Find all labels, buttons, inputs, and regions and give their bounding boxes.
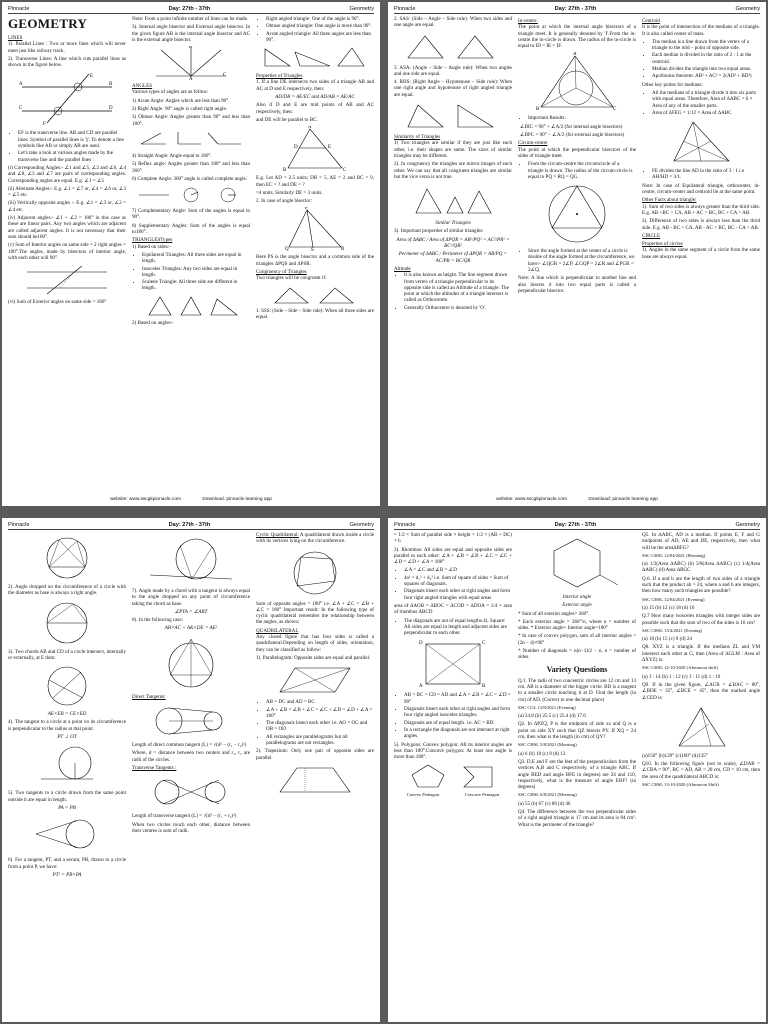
bullet-altitude: • It is also known as height. The line segment drawn from vertex of a triangle perpendicular to its opposite side is called an Altitude of a triangle. The point at which the altitudes of a triangle intersect is called as Orthocentre. xyxy=(404,272,512,303)
text-prop1c: and DE will be parallel to BC. xyxy=(256,116,318,123)
heading-incentre: In-centre: xyxy=(518,18,538,24)
label-exterior-angle: Exterior angle xyxy=(562,602,592,609)
question-8-source: SSC CHSL 12-10-2020 (Afternoon shift) xyxy=(642,665,718,671)
text-circle-8: 8). In the following case: xyxy=(132,617,184,624)
svg-text:D: D xyxy=(109,106,113,112)
svg-text:B: B xyxy=(109,82,113,88)
chord-tangent-figure xyxy=(146,535,236,585)
parallelogram-figure xyxy=(275,664,355,696)
interior-angles-figure xyxy=(22,264,112,296)
question-6-source: SSC CHSL 12/04/2021 (Evening) xyxy=(642,596,705,602)
svg-text:A: A xyxy=(308,126,312,131)
text-sas: 2. SAS: (Side – Angle – Side rule): When two sides and one angle are equal. xyxy=(394,16,512,29)
case-8-figure xyxy=(156,635,226,691)
svg-text:R: R xyxy=(341,247,345,252)
question-9-options: (a)150° (b)120° (c)160° (d)135° xyxy=(642,752,708,759)
bullet-para-1: • AB = DC and AD = BC xyxy=(266,699,374,705)
text-other-points: Other key points for medians: xyxy=(642,81,703,88)
centroid-figure xyxy=(669,119,733,165)
chords-figure xyxy=(37,664,97,708)
cyclic-figure xyxy=(285,548,345,598)
heading-triangles: TRIANGLESTypes xyxy=(132,237,173,244)
question-3-options: (a) 55 (b) 67 (c) 86 (d) 46 xyxy=(518,800,571,807)
bullet-square: • The diagonals are not of equal lengths.4). Square: All sides are equal in length and adjacent sides are perpendicular to each other. xyxy=(404,618,512,637)
header-subject: Geometry xyxy=(735,522,760,528)
formula-chord-tangent: ∠PTA = ∠ABT xyxy=(174,608,208,615)
question-7-options: (a) 18 (b) 15 (c) 9 (d) 24 xyxy=(642,636,692,643)
question-9-figure xyxy=(671,704,731,750)
heading-transverse-tangents: Transverse Tangents : xyxy=(132,764,177,771)
heading-circumcentre: Circum-centre xyxy=(518,140,548,147)
text-transverse-length: Length of transverse tangent (L) = √(d² − (r₁ + r₂)²) xyxy=(132,813,237,820)
svg-text:F: F xyxy=(43,122,46,128)
hexagon-figure xyxy=(532,535,622,591)
bullet-right-tri: • Right angled triangle: One of the angle is 90°. xyxy=(266,16,374,22)
question-6: Q.6. If a and b are the length of two sides of a triangle such that the product ab = 24, where a and b are integers, then how many such triangles are possible? xyxy=(642,575,760,595)
svg-text:B: B xyxy=(482,684,486,690)
formula-chords: AE×EB = CE×ED xyxy=(47,711,87,718)
circumcentre-figure xyxy=(542,183,612,245)
label-similar: Similar Triangles xyxy=(435,220,471,227)
column-3 xyxy=(642,532,760,1012)
text-parallelogram: 1). Parallelogram: Opposite sides are equal and parallel. xyxy=(256,654,371,661)
text-touch: When two circles touch each other, distance between their centres is sum of radii. xyxy=(132,821,250,834)
page-header xyxy=(8,6,374,14)
triangle-de-figure xyxy=(280,126,350,172)
bullet-rhombus-1: • ∠A = ∠C and ∠B = ∠D xyxy=(404,567,512,573)
heading-altitude: Altitude xyxy=(394,265,411,272)
column-1 xyxy=(394,16,512,496)
heading-lines: LINES xyxy=(8,35,23,41)
text-diagonals: * Number of diagonals = n(n−1)/2 − n, n = number of sides. xyxy=(518,648,636,661)
question-2-source: SSC CHSL 5/8/2021 (Morning) xyxy=(518,742,577,748)
column-2 xyxy=(132,532,250,1012)
heading-centroid: Centroid xyxy=(642,18,660,24)
text-rhombus-area: area of ΔAOB = ΔBOC = ΔCOD = ΔDOA = 1/4 × area of rhombus ABCD xyxy=(394,602,512,616)
text-parallel: 1). Parallel Lines : Two or more lines which will never meet just like railway track. xyxy=(8,41,126,54)
header-subject: Geometry xyxy=(349,6,374,12)
bullet-acute-tri: • Acute angled triangle: All three angles are less than 90°. xyxy=(266,31,374,44)
question-5: Q5. In ΔABC, AD is a median. If points E, F and G midpoints of AD, AE and DE, respectively, then what will be the areaΔBFG? xyxy=(642,532,760,551)
svg-text:B: B xyxy=(189,46,193,51)
heading-angles: ANGLES xyxy=(132,83,153,90)
transversal-figure xyxy=(17,71,117,127)
tangent-figure xyxy=(37,743,97,787)
text-incentre: The point at which the internal angle bisectors of a triangle meet. It is generally denoted by 'I'.From the in-centre the in-circle is drawn. The radius of the in-circle is equal to ID = IE = IF. xyxy=(518,24,636,50)
text-transversal: 2). Transverse Lines: A line which cuts parallel lines as shown in the figure below. xyxy=(8,55,126,69)
page-header xyxy=(394,6,760,14)
column-3 xyxy=(256,16,374,496)
angle-types-figure xyxy=(136,130,246,150)
question-5-source: SSC CHSL 12/04/2021 (Morning) xyxy=(642,552,706,558)
text-circle-6: 6). For a tangent, PT, and a secant, PB, drawn to a circle from a point P, we have: xyxy=(8,857,126,870)
column-2 xyxy=(518,532,636,1012)
svg-text:A: A xyxy=(19,82,23,88)
direct-tangent-figure xyxy=(141,703,241,739)
heading-direct-tangents: Direct Tangents: xyxy=(132,693,166,700)
question-7-source: SSC CHSL 13/4/2021 (Evening) xyxy=(642,627,703,633)
column-1 xyxy=(8,532,126,1012)
bullet-median-1: • The median is a line drawn from the vertex of a triangle to the mid – point of opposite side. xyxy=(652,39,760,52)
label-concave: Concave Pentagon xyxy=(464,792,500,798)
text-circle-3: 3). Two chords AB and CD of a circle intersect, internally or externally, at E then: xyxy=(8,648,126,661)
text-circum-note: Note: A line which is perpendicular to another line and also bisects it into two equal parts is called a perpendicular bisector. xyxy=(518,275,636,294)
page-bottom-left xyxy=(2,518,380,1022)
page-header xyxy=(394,522,760,530)
formula-secant: PT² = PB×PA xyxy=(52,871,82,878)
question-1: Q.1. The radii of two concentric circles are 12 cm and 13 cm. AB is a diameter of the bigger circle. BD is a tangent to a smaller circle touching it at D. Find the length (in cm) of AD. (Correct to one decimal place) xyxy=(518,677,636,703)
footer-website: website: www.sscgkpinnacle.com xyxy=(110,496,181,502)
text-angle-types: Various types of angles are as follow: xyxy=(132,89,209,96)
asa-rhs-figure xyxy=(403,101,503,131)
header-day: Day: 27th - 37th xyxy=(168,6,211,12)
text-circle-7: 7). Angle made by a chord with a tangent is always equal to the angle dropped on any point of circumference taking the chord as base. xyxy=(132,588,250,607)
text-cyclic-2: Sum of opposite angles = 180° i.e. ∠A + ∠C = ∠B + ∠C = 180° Important result: In the following type of cyclic quadrilateral remember the relationship between the angles, as shown: xyxy=(256,600,374,626)
header-brand: Pinnacle xyxy=(394,522,416,528)
header-brand: Pinnacle xyxy=(8,522,30,528)
column-3 xyxy=(642,16,760,496)
bullet-square-1: • AB = BC = CD = AD and ∠A = ∠B = ∠C = ∠D = 90° xyxy=(404,692,512,705)
text-sss: 1. SSS: (Side – Side – Side rule): When all three sides are equal. xyxy=(256,307,374,320)
heading-circle: CIRCLE xyxy=(642,232,661,239)
page-footer xyxy=(2,497,380,503)
text-complete: 6) Complete Angle: 360° angle is called complete angle. xyxy=(132,175,248,182)
heading-circle-properties: Properties of circles xyxy=(642,241,683,248)
header-day: Day: 27th - 37th xyxy=(554,6,597,12)
svg-text:A: A xyxy=(573,52,577,58)
same-segment-figure xyxy=(37,535,97,581)
pentagon-labels xyxy=(394,792,512,798)
question-6-options: (a) 15 (b) 12 (c) 18 (d) 16 xyxy=(642,604,695,611)
heading-quadrilateral: QUADRILATERAL xyxy=(256,627,299,634)
bullet-apollonius: • Apollonius theorem: AB² + AC² = 2(AD² + BD²) xyxy=(652,73,760,79)
bullet-median-2: • Each median is divided in the ratio of 2 : 1 at the centroid. xyxy=(652,52,760,65)
triangle-angles-figure xyxy=(260,46,370,70)
footer-download: Download: pinnacle learning app xyxy=(588,496,658,502)
bullet-para-4: • All rectangles are parallelograms but all parallelograms are not rectangles. xyxy=(266,734,374,747)
bullet-equilateral: • Equilateral Triangles: All three sides are equal in length. xyxy=(142,252,250,265)
angle-bisector-figure xyxy=(283,207,347,251)
page-bottom-right xyxy=(388,518,766,1022)
svg-text:C: C xyxy=(19,106,23,112)
svg-text:S: S xyxy=(311,248,314,252)
text-interior: (v) Sum of Interior angles on same side = 2 right angles = 180°.The angles, made by bisectors of interior angle, with each other will 90°. xyxy=(8,242,126,261)
bullet-key-point-3: • FE divides the line AD in the ratio of 3 : 1 i.e AH/HD = 3/1. xyxy=(652,168,760,181)
svg-text:Q: Q xyxy=(285,247,289,252)
bullet-square-4: • In a rectangle the diagonals are not intersect at right angles. xyxy=(404,727,512,740)
bullet-ef: • EF is the transverse line. AB and CD are parallel lines. Symbol of parallel lines is '||'. To denote a line symbols like AB or simply AB are used. xyxy=(18,130,126,149)
bullet-para-3: • The diagonals bisect each other i.e. AO = OC and OB = OD xyxy=(266,720,374,733)
similar-triangles-figure xyxy=(413,183,493,217)
question-8-options: (a) 1 : 14 (b) 1 : 12 (c) 1 : 11 (d) 1 : 10 xyxy=(642,673,721,680)
text-sim3: 3). Important properties of similar triangles: xyxy=(394,228,484,235)
text-prop2b: Here PS is the angle bisector and a common side of the triangles ΔPQS and ΔPSR. xyxy=(256,254,374,267)
bullet-key-point-1: • All the medians of a triangle divide it into six parts with equal areas. Therefore, Area of ΔABC = 6 × Area of any of the smaller parts. xyxy=(652,90,760,109)
question-1-source: SSC CGL 13/8/2021 (Evening) xyxy=(518,704,576,710)
bullet-key-point-2: • Area of ΔFEG = 1/12 × Area of ΔABC xyxy=(652,110,760,116)
question-3-source: SSC CHSL 6/8/2021 (Morning) xyxy=(518,792,577,798)
page-header xyxy=(8,522,374,530)
text-example: E.g. Let AD = 2.5 units; DB = 5, AE = 2 and BC = 9, then EC = ? and DE = ? xyxy=(256,175,374,188)
heading-variety-questions: Variety Questions xyxy=(546,664,608,674)
column-2 xyxy=(132,16,250,496)
question-8: Q8. XYZ is a triangle. If the medians ZL and YM intersect each other at G, then (Area of ΔGLM : Area of ΔXYZ) is: xyxy=(642,644,760,664)
header-day: Day: 27th - 37th xyxy=(554,522,597,528)
formula-ad-db: AD/DB = AE/EC and AD/AB = AE/AC xyxy=(275,94,355,101)
two-tangents-figure xyxy=(32,814,102,854)
question-2: Q2. In ΔPZQ, P is the midpoint of side xz and Q is a point on side XY such that QZ bisects PY. If XQ = 24 cm, then what is the length (in cm) of QY? xyxy=(518,721,636,741)
text-vertical: (iii) Vertically opposite angles :- E.g. ∠1 = ∠3 or, ∠2 = ∠4 etc. xyxy=(8,200,126,213)
text-fact-1: 1). Sum of two sides is always greater than the third side. E.g. AB +BC > CA, AB + AC > BC, BC + CA > AB. xyxy=(642,203,760,216)
bullet-important-results: • Important Results: xyxy=(528,115,636,121)
footer-website: website: www.sscgkpinnacle.com xyxy=(496,496,567,502)
triangle-sides-figure xyxy=(141,295,241,317)
heading-other-facts: Other Facts about triangle: xyxy=(642,197,697,204)
text-asa: 3. ASA: (Angle – Side – Angle rule): When two angles and one side are equal. xyxy=(394,64,512,77)
text-note-equilateral: Note: In case of Equilateral triangle, orthocenter, in-centre, circum-center and centroid lie at the same point. xyxy=(642,182,760,196)
header-brand: Pinnacle xyxy=(8,6,30,12)
text-alternate: (ii) Alternate Angles:- E.g. ∠1 = ∠7 or, ∠4 = ∠6 or, ∠3 = ∠5 etc. xyxy=(8,185,126,199)
svg-text:B: B xyxy=(536,107,540,113)
text-convex-sum: * In case of convex polygon, sum of all interior angles = (2n − 4)×90° xyxy=(518,633,636,646)
bullet-rhombus-2: • 4a² = d₁² + d₂² i.e. Sum of square of sides = Sum of squares of diagonals. xyxy=(404,575,512,588)
text-circle-prop-1: 1). Angles in the same segment of a circle from the same base are always equal. xyxy=(642,247,760,260)
trapezium-figure xyxy=(275,764,355,796)
header-subject: Geometry xyxy=(349,522,374,528)
svg-text:B: B xyxy=(283,168,287,173)
header-brand: Pinnacle xyxy=(394,6,416,12)
text-sim1: 1) Two triangles are similar if they are just like each other, i.e. their shapes are same. The sizes of similar triangles may be different. xyxy=(394,140,512,159)
bullet-rhombus-3: • Diagonals bisect each other at right angles and form four right angled triangles with equal areas xyxy=(404,588,512,601)
text-fact-2: 2). Difference of two sides is always less than the third side. E.g. AB - BC < CA, AB - AC < BC, BC - CA < AB. xyxy=(642,218,760,231)
svg-text:A: A xyxy=(419,684,423,690)
text-based-sides: 1) Based on sides:- xyxy=(132,243,171,250)
formula-two-tangents: PA = PB xyxy=(58,804,76,811)
bullet-circumcircle: • From the circum-centre the circumcircle of a triangle is drawn. The radius of the circum-circle is equal to PQ = RQ = QG. xyxy=(528,161,636,180)
question-4: Q4. The difference between the two perpendicular sides of a right angled triangle is 17 cm and its area is 84 cm². What is the perimeter of the triangle? xyxy=(518,809,636,828)
svg-text:C: C xyxy=(343,168,347,173)
text-exterior: (vi) Sum of Exterior angles on same side = 180° xyxy=(8,299,107,306)
text-cyclic xyxy=(256,532,374,545)
text-direct-length: Length of direct common tangent (L) = √(d² − (r₁ − r₂)²) xyxy=(132,742,247,749)
text-cyclic-def: A quadrilateral drawn inside a circle with its vertices lying on the circumference. xyxy=(256,532,374,545)
pentagons-figure xyxy=(408,763,498,789)
text-adjacent: (iv) Adjacent angles:- ∠1 + ∠2 = 180° in this case as these are linear pairs. Any two angles which are adjacent are called adjacent angles. It is not necessary that their sum should be180°. xyxy=(8,215,126,240)
heading-properties: Properties of Triangles xyxy=(256,73,303,80)
question-10-source: SSC CHSL 13-10-2020 (Afternoon Shift) xyxy=(642,782,719,788)
bullet-square-3: • Diagonals are of equal length. i.e. AC = BD. xyxy=(404,720,512,726)
text-each-exterior: * Each exterior angle = 360°/n, where n = number of sides. * Exterior angle+ Interior angle=180° xyxy=(518,618,636,632)
bullet-obtuse-tri: • Obtuse angled triangle: One angle is more than 90°. xyxy=(266,23,374,29)
text-based-angles: 2) Based on angles:- xyxy=(132,319,174,326)
label-interior-angle: Interior angle xyxy=(562,594,592,600)
text-right: 2) Right Angle: 90° angle is called right angle. xyxy=(132,106,227,113)
page-footer xyxy=(388,497,766,503)
text-congruent: Two triangles will be congruent if: xyxy=(256,275,327,282)
text-result-2: ∠BPC = 90° − ∠A/2 (for external angle bisectors) xyxy=(520,132,625,139)
question-5-options: (a) 1/2(Area ΔABC) (b) 3/8(Area ΔABC) (c) 1/4(Area ΔABC) (d) Area ΔBGC xyxy=(642,561,760,574)
text-circumcentre: The point at which the perpendicular bisectors of the sides of triangle meet. xyxy=(518,146,636,159)
formula-similar: Area of ΔABC / Area of ΔPQR = AB²/PQ² = AC²/PR² = BC²/QR² xyxy=(396,236,510,250)
svg-text:C: C xyxy=(482,641,486,647)
text-circle-4: 4). The tangent to a circle at a point on its circumference is perpendicular to the radius at that point. xyxy=(8,719,126,732)
question-1-options: (a) 24.8 (b) 25.5 (c) 25.4 (d) 17.6 xyxy=(518,713,586,720)
text-sim2: 2). In congruency the triangles are mirror images of each other. We can say that all congruent triangles are similar but the vice versa is not true. xyxy=(394,161,512,180)
text-rhombus: 3). Rhombus: All sides are equal and opposite sides are parallel to each other: ∠A + ∠B = ∠B + ∠C = ∠C + ∠D = ∠D + ∠A = 180° xyxy=(394,546,512,566)
text-obtuse: 3) Obtuse Angle: Angles greater than 90° and less than 180°. xyxy=(132,114,250,127)
svg-text:C: C xyxy=(613,107,617,113)
svg-text:D: D xyxy=(294,145,298,151)
text-prop1b: Also if D and E are mid points of AB and AC respectively, then: xyxy=(256,102,374,115)
heading-cyclic: Cyclic Quadrilateral: xyxy=(256,532,299,538)
sss-figure xyxy=(270,285,360,305)
text-acute: 1) Acute Angle: Angles which are less than 90°. xyxy=(132,97,230,104)
bisector-figure xyxy=(151,46,231,80)
text-example-answer: =4 units. Similarly DE = 3 units. xyxy=(256,189,323,196)
question-7: Q.7 How many isosceles triangles with integer sides are possible such that the sum of two of the sides is 16 cm? xyxy=(642,613,760,626)
column-2 xyxy=(518,16,636,496)
column-3 xyxy=(256,532,374,1012)
text-prop1: 1. If a line DE intersects two sides of a triangle AB and AC at D and E respectively, then: xyxy=(256,79,374,92)
text-exterior-sum: * Sum of all exterior angles= 360°. xyxy=(518,610,590,617)
page-top-left xyxy=(2,2,380,506)
page-top-right xyxy=(388,2,766,506)
diameter-figure xyxy=(37,600,97,646)
svg-text:A: A xyxy=(189,77,193,81)
text-trapezium-area: = 1/2 × Sum of parallel side × height = 1/2 × (AB + DC) × h xyxy=(394,532,512,545)
text-reflex: 5) Reflex angle: Angles greater than 180° and less than 360°. xyxy=(132,161,250,174)
svg-text:E: E xyxy=(328,145,332,151)
bullet-para-2: • ∠A + ∠B = ∠B + ∠C = ∠C + ∠D = ∠D + ∠A = 180° xyxy=(266,707,374,720)
text-circle-2: 2). Angle dropped on the circumference of a circle with the diameter as base is always a right angle. xyxy=(8,584,126,597)
formula-case-8: AB×AC + AK×DE = AE² xyxy=(164,625,218,632)
svg-text:P: P xyxy=(305,207,308,212)
footer-download: Download: pinnacle learning app xyxy=(202,496,272,502)
formula-tangent: PT ⊥ OT xyxy=(57,734,77,741)
header-day: Day: 27th - 37th xyxy=(168,522,211,528)
bullet-scalene: • Scalene Triangle: All three side are different in length. xyxy=(142,279,250,292)
formula-perimeter: Perimeter of ΔABC / Perimeter of ΔPQR = AB/PQ = AC/PR = BC/QR xyxy=(398,251,508,264)
incentre-figure xyxy=(535,52,619,112)
heading-similarity: Similarity of Triangles xyxy=(394,134,441,141)
transverse-tangent-figure xyxy=(141,774,241,810)
text-trapezium: 2). Trapezium: Only one pair of opposite sides are parallel. xyxy=(256,748,374,761)
sas-figure xyxy=(403,32,503,62)
text-supplementary: 8) Supplementary Angles: Sum of the angles is equal to180°. xyxy=(132,222,250,236)
text-prop2: 2. In case of angle bisector: xyxy=(256,198,313,205)
heading-congruency: Congruency of Triangles xyxy=(256,269,307,276)
bullet-isosceles: • Isosceles Triangles: Any two sides are equal in length. xyxy=(142,266,250,279)
text-circle-5: 5). Two tangents to a circle drawn from the same point outside it are equal in length. xyxy=(8,790,126,803)
text-polygons: 5). Polygons: Convex polygon: All its interior angles are less than 180°.Concave polygon: At least one angle is more than 180°. xyxy=(394,741,512,761)
text-result-1: ∠BIC = 90° + ∠A/2 (for internal angle bisectors) xyxy=(520,123,623,130)
svg-text:D: D xyxy=(419,641,423,647)
text-note: Note: From a point infinite number of lines can be made. xyxy=(132,16,249,22)
svg-text:C: C xyxy=(223,73,227,79)
column-1 xyxy=(8,16,126,496)
question-10: Q10. In the following figure (not to scale), ∠DAB = ∠CBA = 90°, BC = AD, AB = 20 cm, CD = 10 cm, then the area of the quadrilateral ABCD is: xyxy=(642,761,760,780)
header-subject: Geometry xyxy=(735,6,760,12)
column-1 xyxy=(394,532,512,1012)
page-title: GEOMETRY xyxy=(8,16,88,31)
bullet-angles-made: • Let's take a look at various angles made by the transverse line and the parallel lines : xyxy=(18,150,126,163)
question-2-options: (a) 6 (b) 18 (c) 8 (d) 12 xyxy=(518,750,566,757)
text-centroid: It is the point of intersection of the medians of a triangle. It is also called center of mass. xyxy=(642,24,760,37)
question-3: Q3. D,E and F are the feet of the perpendiculars from the vertices A,B and C respectively, of a triangle ABC. If angle BED and angle BFE in degrees) are 24 and 110, respectively, what is the measure of angle EBF? (in degrees) xyxy=(518,758,636,791)
bullet-circum-angle: • Since the angle formed at the center of a circle is double of the angle formed at the circumference, we have:- ∠QGR = 2∠P, ∠GQP = 2∠R and ∠PGR = 2∠Q. xyxy=(528,248,636,273)
bullet-median-3: • Median divides the triangle into two equal areas. xyxy=(652,66,760,72)
text-direct-where: Where, d = distance between two centers and r₁, r₂ are radii of the circles. xyxy=(132,750,250,763)
text-complementary: 7) Complementary Angle: Sum of the angles is equal to 90°. xyxy=(132,208,250,221)
angle-types-2-figure xyxy=(136,185,246,205)
text-rhs: 4. RHS: (Right Angle – Hypotenuse – Side rule): When one right angle and hypotenuse of right angled triangle are equal. xyxy=(394,79,512,98)
text-bisector: 3). Internal angle bisector and External angle bisector. In the given figure AB is the internal angle bisector and AC is the external angle bisector. xyxy=(132,24,250,43)
bullet-square-2: • Diagonals bisect each other at right angles and form four right angled isosceles triangles. xyxy=(404,706,512,719)
question-9: Q9. If in the given figure, ∠ACB = ∠BAC = 80°, ∠BDE = 35°, ∠BCE = 45°, then the marked angle ∠CED is: xyxy=(642,681,760,701)
svg-text:E: E xyxy=(90,74,94,80)
text-quadrilateral: Any closed figure that has four sides is called a quadrilateral.Depending on length of sides, orientation, they can be classified as follow: xyxy=(256,634,374,653)
bullet-orthocentre: • Generally Orthocentre is denoted by 'O'. xyxy=(404,305,512,311)
text-straight: 4) Straight Angle: Angle equal to 180°. xyxy=(132,152,212,159)
square-figure xyxy=(416,639,490,689)
text-corresponding: (i) Corresponding Angles:- ∠1 and ∠5, ∠2 and ∠6, ∠4 and ∠8, ∠3 and ∠7 are pairs of corresponding angles. Corresponding angles are equal. E.g. ∠1 = ∠5 xyxy=(8,164,126,184)
label-convex: Convex Pentagon xyxy=(406,792,440,798)
